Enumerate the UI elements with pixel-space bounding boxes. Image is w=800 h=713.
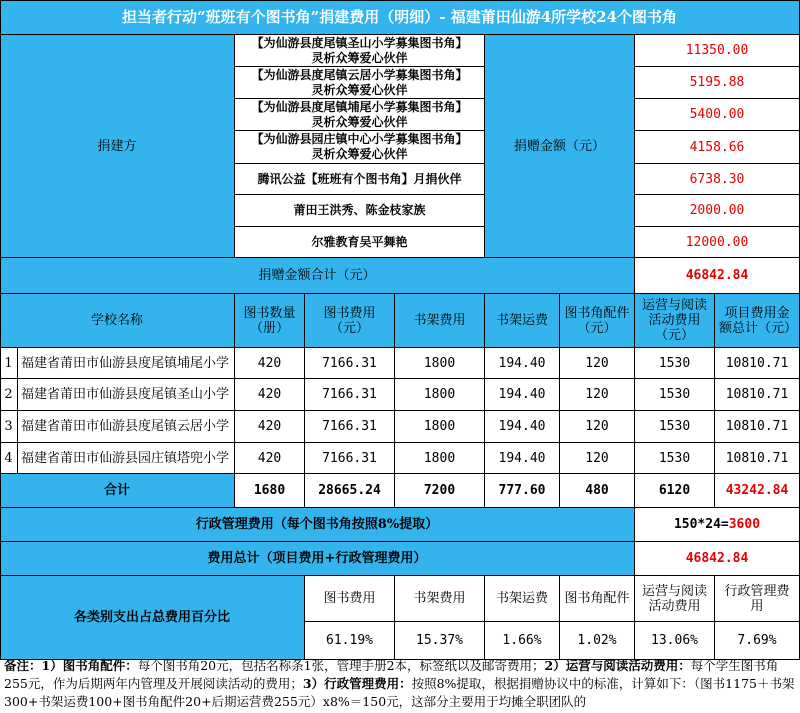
donation-amount: 2000.00 — [635, 195, 800, 227]
shelf-cost: 1800 — [395, 348, 485, 379]
admin-fee-result: 3600 — [728, 517, 761, 532]
donor-name: 【为仙游县度尾镇埔尾小学募集图书角】灵析众筹爱心伙伴 — [235, 99, 485, 131]
pct-value: 1.02% — [560, 622, 635, 660]
donor-name: 【为仙游县度尾镇云居小学募集图书角】灵析众筹爱心伙伴 — [235, 67, 485, 99]
parts-cost: 120 — [560, 443, 635, 474]
donation-amount: 6738.30 — [635, 164, 800, 195]
percentage-label: 各类别支出占总费用百分比 — [0, 576, 305, 660]
grand-total-value: 46842.84 — [635, 542, 800, 576]
row-index: 2 — [0, 379, 18, 411]
ops-cost: 1530 — [635, 443, 715, 474]
donation-amount: 4158.66 — [635, 131, 800, 164]
shipping-cost: 194.40 — [485, 348, 560, 379]
sum-shipping: 777.60 — [485, 474, 560, 508]
pct-value: 15.37% — [395, 622, 485, 660]
pct-header: 图书角配件 — [560, 576, 635, 622]
donation-amount: 5195.88 — [635, 67, 800, 99]
ops-cost: 1530 — [635, 379, 715, 411]
pct-header: 书架费用 — [395, 576, 485, 622]
school-name: 福建省莆田市仙游县园庄镇塔兜小学 — [18, 443, 235, 474]
book-count: 420 — [235, 348, 305, 379]
note-prefix: 备注： — [4, 658, 42, 673]
col-header-total: 项目费用金额总计（元） — [715, 294, 800, 348]
pct-value: 1.66% — [485, 622, 560, 660]
shelf-cost: 1800 — [395, 411, 485, 443]
pct-header: 行政管理费用 — [715, 576, 800, 622]
sum-total: 43242.84 — [715, 474, 800, 508]
pct-value: 7.69% — [715, 622, 800, 660]
donation-total-label: 捐赠金额合计（元） — [0, 258, 635, 294]
school-name: 福建省莆田市仙游县度尾镇云居小学 — [18, 411, 235, 443]
admin-fee-text — [674, 517, 760, 532]
pct-header: 图书费用 — [305, 576, 395, 622]
donor-name: 【为仙游县度尾镇圣山小学募集图书角】灵析众筹爱心伙伴 — [235, 35, 485, 67]
sum-book-cost: 28665.24 — [305, 474, 395, 508]
col-header-shipping: 书架运费 — [485, 294, 560, 348]
note-part1-heading: 1）图书角配件： — [41, 658, 138, 673]
col-header-book-cost: 图书费用（元） — [305, 294, 395, 348]
donor-name: 腾讯公益【班班有个图书角】月捐伙伴 — [235, 164, 485, 195]
book-count: 420 — [235, 443, 305, 474]
row-index: 1 — [0, 348, 18, 379]
donor-name: 【为仙游县园庄镇中心小学募集图书角】灵析众筹爱心伙伴 — [235, 131, 485, 164]
admin-fee-label: 行政管理费用（每个图书角按照8%提取） — [0, 508, 635, 542]
row-total: 10810.71 — [715, 411, 800, 443]
donation-amount: 11350.00 — [635, 35, 800, 67]
sum-row-label: 合计 — [0, 474, 235, 508]
note-part2-text: 每个学生图书角255元，作为后期两年内管理及开展阅读活动的费用； — [4, 658, 779, 691]
donation-total-value: 46842.84 — [635, 258, 800, 294]
book-cost: 7166.31 — [305, 411, 395, 443]
donation-amount: 5400.00 — [635, 99, 800, 131]
parts-cost: 120 — [560, 411, 635, 443]
col-header-ops: 运营与阅读活动费用（元） — [635, 294, 715, 348]
book-cost: 7166.31 — [305, 443, 395, 474]
donation-amount-label: 捐赠金额（元） — [485, 35, 635, 258]
pct-value: 13.06% — [635, 622, 715, 660]
note-part3-heading: 3）行政管理费用： — [302, 676, 412, 691]
donation-amount: 12000.00 — [635, 227, 800, 258]
book-cost: 7166.31 — [305, 348, 395, 379]
note-part1-text: 每个图书角20元，包括名称条1张，管理手册2本，标签纸以及邮寄费用； — [137, 658, 545, 673]
pct-value: 61.19% — [305, 622, 395, 660]
donor-name: 尔雅教育吴平舞艳 — [235, 227, 485, 258]
donor-name: 莆田王洪秀、陈金枝家族 — [235, 195, 485, 227]
sum-shelf: 7200 — [395, 474, 485, 508]
row-index: 3 — [0, 411, 18, 443]
col-header-school: 学校名称 — [0, 294, 235, 348]
pct-header: 运营与阅读活动费用 — [635, 576, 715, 622]
row-total: 10810.71 — [715, 348, 800, 379]
ops-cost: 1530 — [635, 411, 715, 443]
admin-fee-value — [635, 508, 800, 542]
book-count: 420 — [235, 379, 305, 411]
book-cost: 7166.31 — [305, 379, 395, 411]
row-index: 4 — [0, 443, 18, 474]
book-count: 420 — [235, 411, 305, 443]
col-header-parts: 图书角配件（元） — [560, 294, 635, 348]
note-part3-text: 按照8%提取，根据捐赠协议中的标准，计算如下：（图书1175＋书架300+书架运费100+图书角配件20+后期运营费255元）x8%＝150元，这部分主要用于均摊全职团队的 — [4, 676, 795, 709]
school-name: 福建省莆田市仙游县度尾镇埔尾小学 — [18, 348, 235, 379]
note-part2-heading: 2）运营与阅读活动费用： — [544, 658, 691, 673]
page-title: 担当者行动“班班有个图书角”捐建费用（明细）- 福建莆田仙游4所学校24个图书角 — [0, 0, 800, 35]
footnote — [4, 657, 796, 711]
shelf-cost: 1800 — [395, 379, 485, 411]
row-total: 10810.71 — [715, 379, 800, 411]
school-name: 福建省莆田市仙游县度尾镇圣山小学 — [18, 379, 235, 411]
grand-total-label: 费用总计（项目费用+行政管理费用） — [0, 542, 635, 576]
shelf-cost: 1800 — [395, 443, 485, 474]
admin-fee-formula: 150*24= — [673, 517, 729, 532]
pct-header: 书架运费 — [485, 576, 560, 622]
col-header-books: 图书数量（册） — [235, 294, 305, 348]
row-total: 10810.71 — [715, 443, 800, 474]
ops-cost: 1530 — [635, 348, 715, 379]
shipping-cost: 194.40 — [485, 379, 560, 411]
shipping-cost: 194.40 — [485, 411, 560, 443]
parts-cost: 120 — [560, 379, 635, 411]
shipping-cost: 194.40 — [485, 443, 560, 474]
donor-section-label: 捐建方 — [0, 35, 235, 258]
sum-parts: 480 — [560, 474, 635, 508]
sum-books: 1680 — [235, 474, 305, 508]
sum-ops: 6120 — [635, 474, 715, 508]
parts-cost: 120 — [560, 348, 635, 379]
col-header-shelf: 书架费用 — [395, 294, 485, 348]
